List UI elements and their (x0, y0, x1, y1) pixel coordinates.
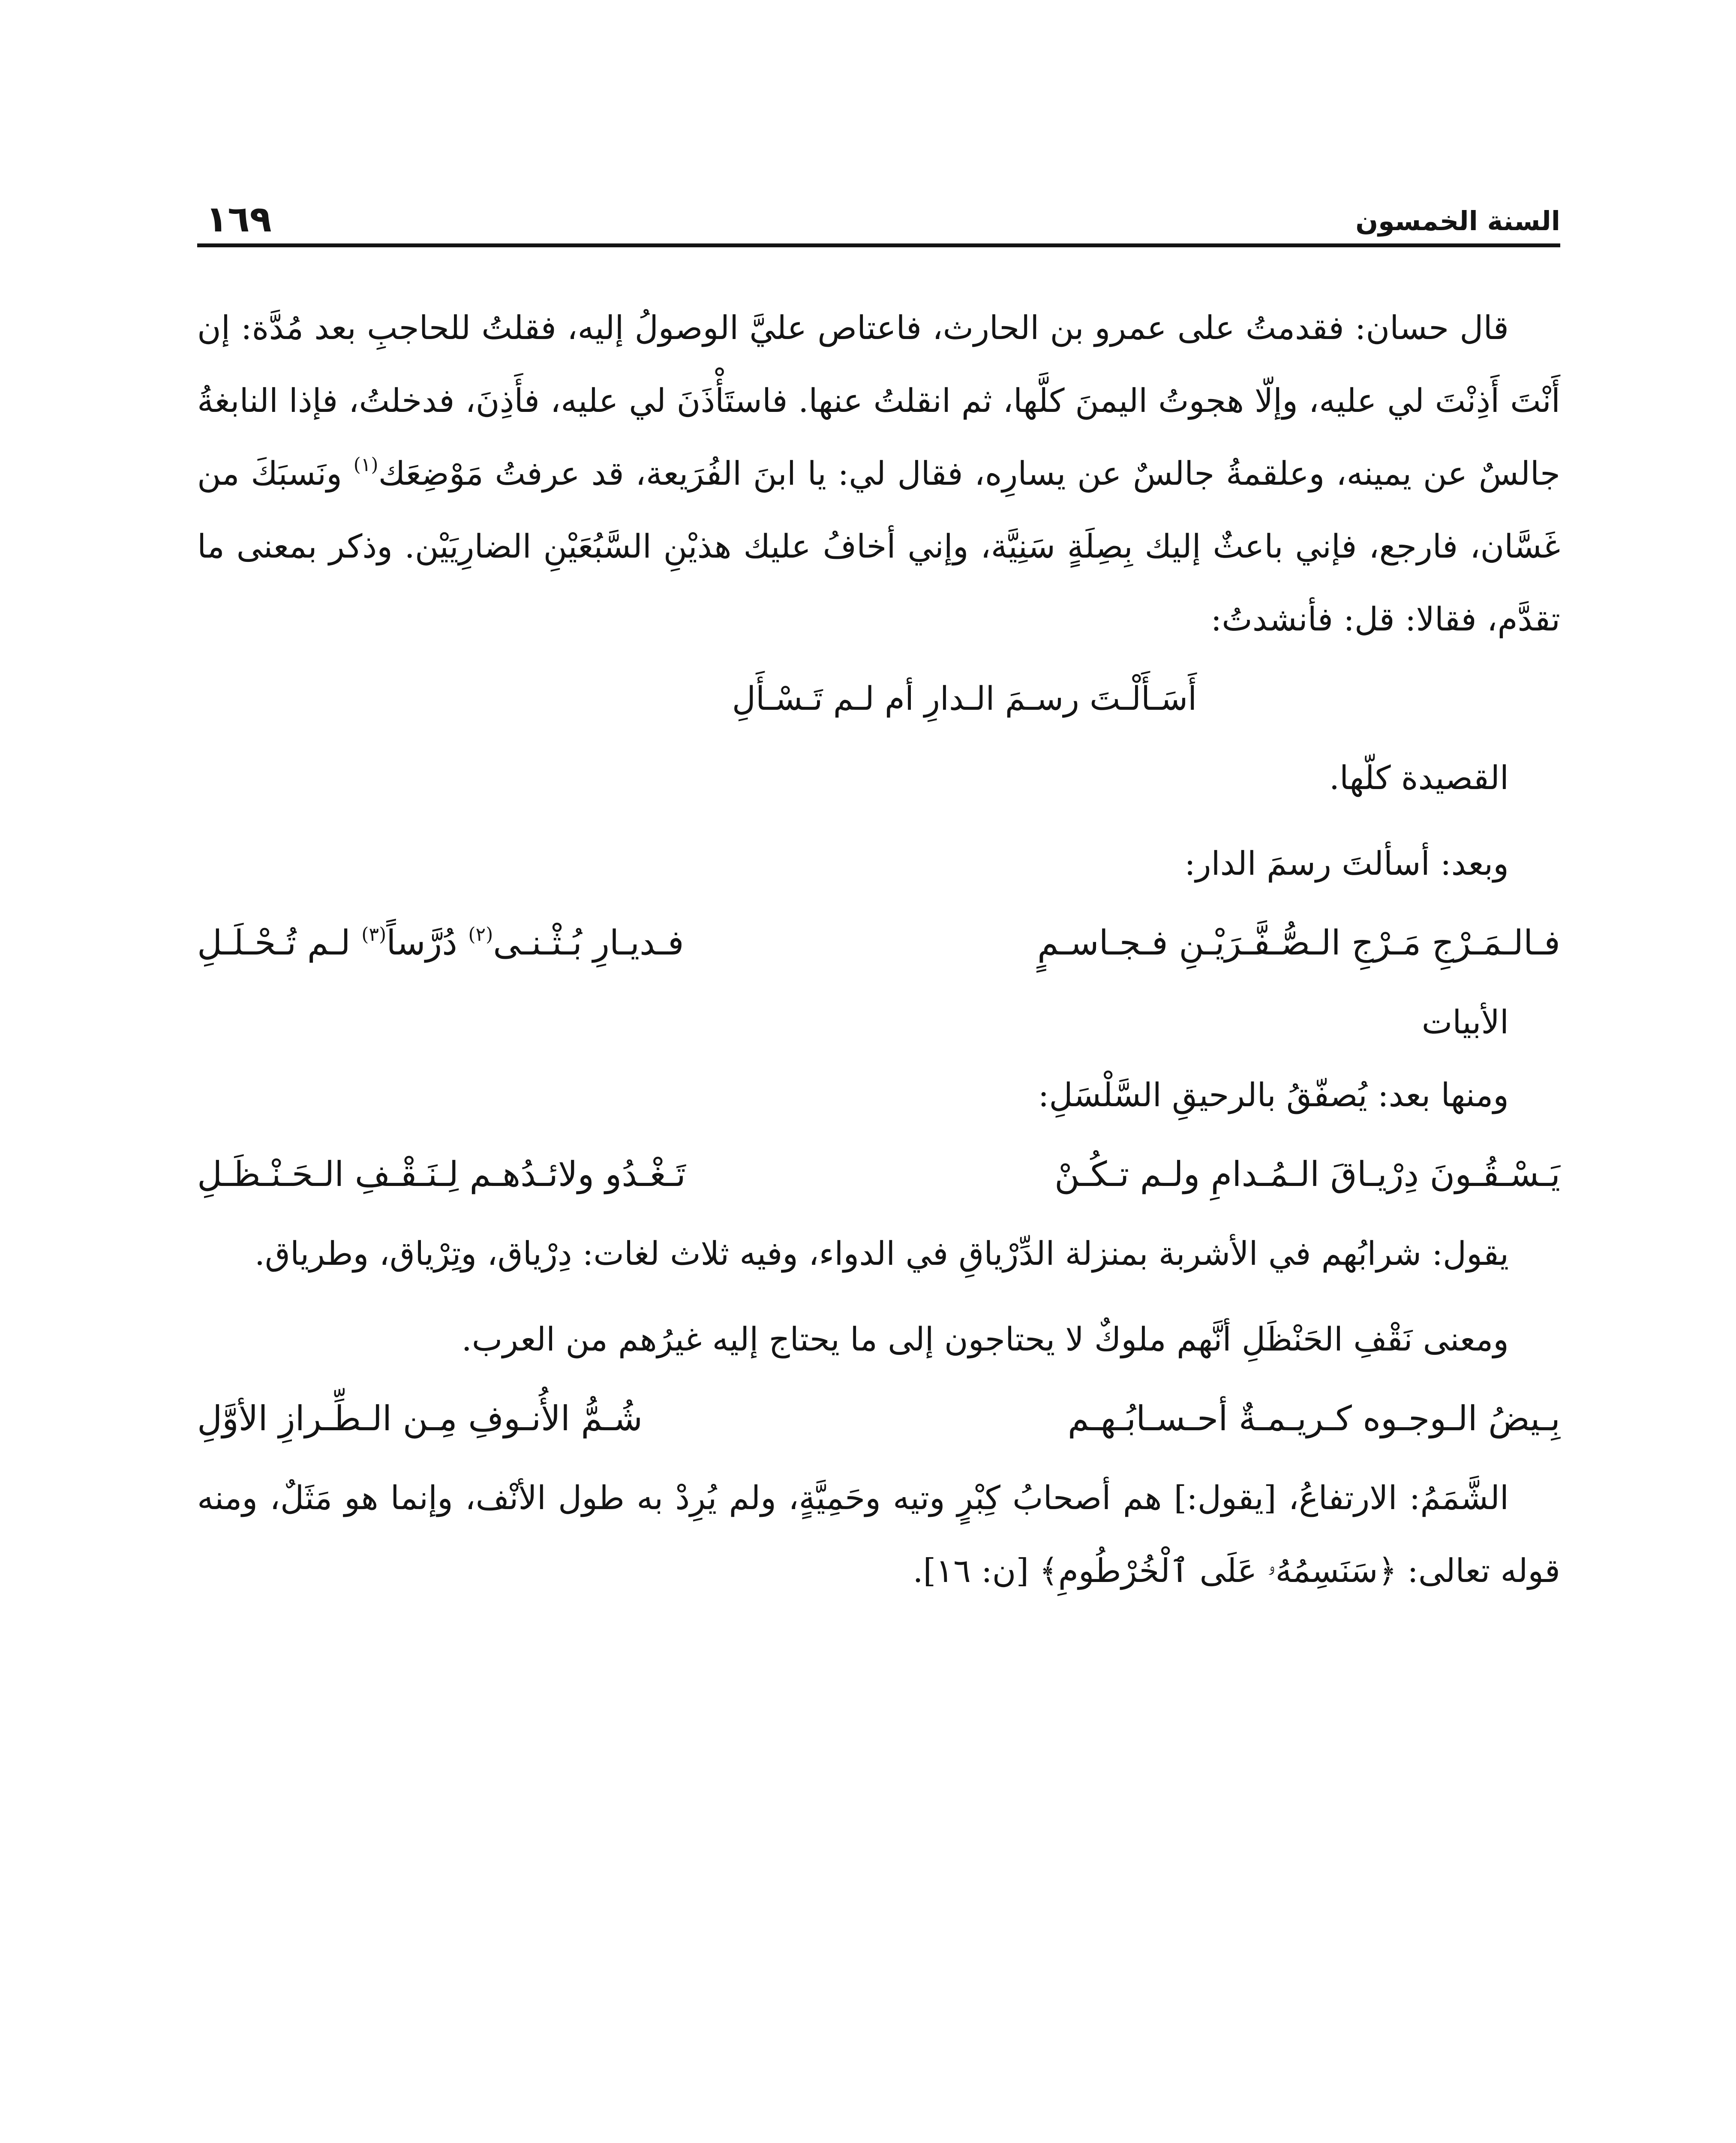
footnote-ref-1: (١) (353, 454, 378, 476)
verse-4-second-hemistich: شُـمُّ الأُنـوفِ مِـن الـطِّـرازِ الأوَّلِ (197, 1399, 643, 1438)
poem-note: القصيدة كلّها. (1329, 759, 1509, 797)
verse-2-part-a: فـديـارِ بُـثْـنـى (493, 923, 684, 963)
verse-2-first-hemistich: فـالـمَـرْجِ مَـرْجِ الـصُّـفَّـرَيْـنِ فـجـاسـمٍ (1037, 923, 1560, 963)
paragraph-5: الشَّمَمُ: الارتفاعُ، [يقول:] هم أصحابُ كِبْرٍ وتيه وحَمِيَّةٍ، ولم يُرِدْ به طول الأنْف، وإنما هو مَثَلٌ، ومنه قوله تعالى: ﴿سَنَسِمُهُۥ عَلَى ٱلْخُرْطُومِ﴾ [ن: ١٦]. (197, 1479, 1560, 1590)
header-rule (197, 243, 1560, 247)
verse-2-second-hemistich (197, 900, 684, 986)
verse-4 (197, 1376, 1560, 1462)
verse-3-first-hemistich: يَـسْـقُـونَ دِرْيـاقَ الـمُـدامِ ولـم تـكُـنْ (1054, 1154, 1560, 1194)
paragraph-1-cont: ونَسبَكَ من غَسَّان، فارجع، فإني باعثٌ إليك بِصِلَةٍ سَنِيَّة، وإني أخافُ عليك هذيْنِ السَّبُعَيْنِ الضارِيَيْن. وذكر بمعنى ما تقدَّم، فقالا: قل: فأنشدتُ: (197, 454, 1560, 638)
footnote-ref-2: (٢) (468, 924, 493, 945)
running-title: السنة الخمسون (1355, 205, 1560, 237)
verse-2-part-c: لـم تُـحْـلَـلِ (197, 923, 351, 963)
footnote-ref-3: (٣) (361, 924, 387, 945)
paragraph-4: ومعنى نَقْفِ الحَنْظَلِ أنَّهم ملوكٌ لا يحتاجون إلى ما يحتاج إليه غيرُهم من العرب. (461, 1320, 1509, 1358)
paragraph-1-text: قال حسان: فقدمتُ على عمرو بن الحارث، فاعتاص عليَّ الوصولُ إليه، فقلتُ للحاجبِ بعد مُدَّة: إن أَنْتَ أَذِنْتَ لي عليه، وإلّا هجوتُ اليمنَ كلَّها، ثم انقلتُ عنها. فاستَأْذَنَ لي عليه، فأَذِنَ، فدخلتُ، فإذا النابغةُ جالسٌ عن يمينه، وعلقمةُ جالسٌ عن يسارِه، فقال لي: يا ابنَ الفُرَيعة، قد عرفتُ مَوْضِعَك (197, 309, 1560, 492)
page-header (197, 180, 1560, 244)
abyat-label: الأبيات (1421, 1003, 1509, 1041)
verse-3-second-hemistich: تَـغْـدُو ولائـدُهـم لِـنَـقْـفِ الـحَـنْـظَـلِ (197, 1154, 686, 1194)
paragraph-1 (197, 291, 1560, 656)
page-number: ١٦٩ (206, 198, 272, 240)
intro-verse-3: ومنها بعد: يُصفّقُ بالرحيقِ السَّلْسَلِ: (1038, 1076, 1509, 1114)
paragraph-3: يقول: شرابُهم في الأشربة بمنزلة الدِّرْياقِ في الدواء، وفيه ثلاث لغات: دِرْياق، وتِرْياق، وطرياق. (254, 1234, 1509, 1273)
intro-verse-2: وبعد: أسألتَ رسمَ الدار: (1184, 844, 1509, 882)
verse-3 (197, 1132, 1560, 1217)
verse-2-part-b: دُرَّساً (386, 923, 457, 963)
verse-hemistich: أَسَـأَلْـتَ رسـمَ الـدارِ أم لـم تَـسْـأَلِ (732, 679, 1197, 717)
verse-2 (197, 900, 1560, 986)
verse-4-first-hemistich: بِـيضُ الـوجـوه كـريـمـةٌ أحـسـابُـهـم (1067, 1399, 1560, 1438)
body-text (197, 291, 1560, 1607)
